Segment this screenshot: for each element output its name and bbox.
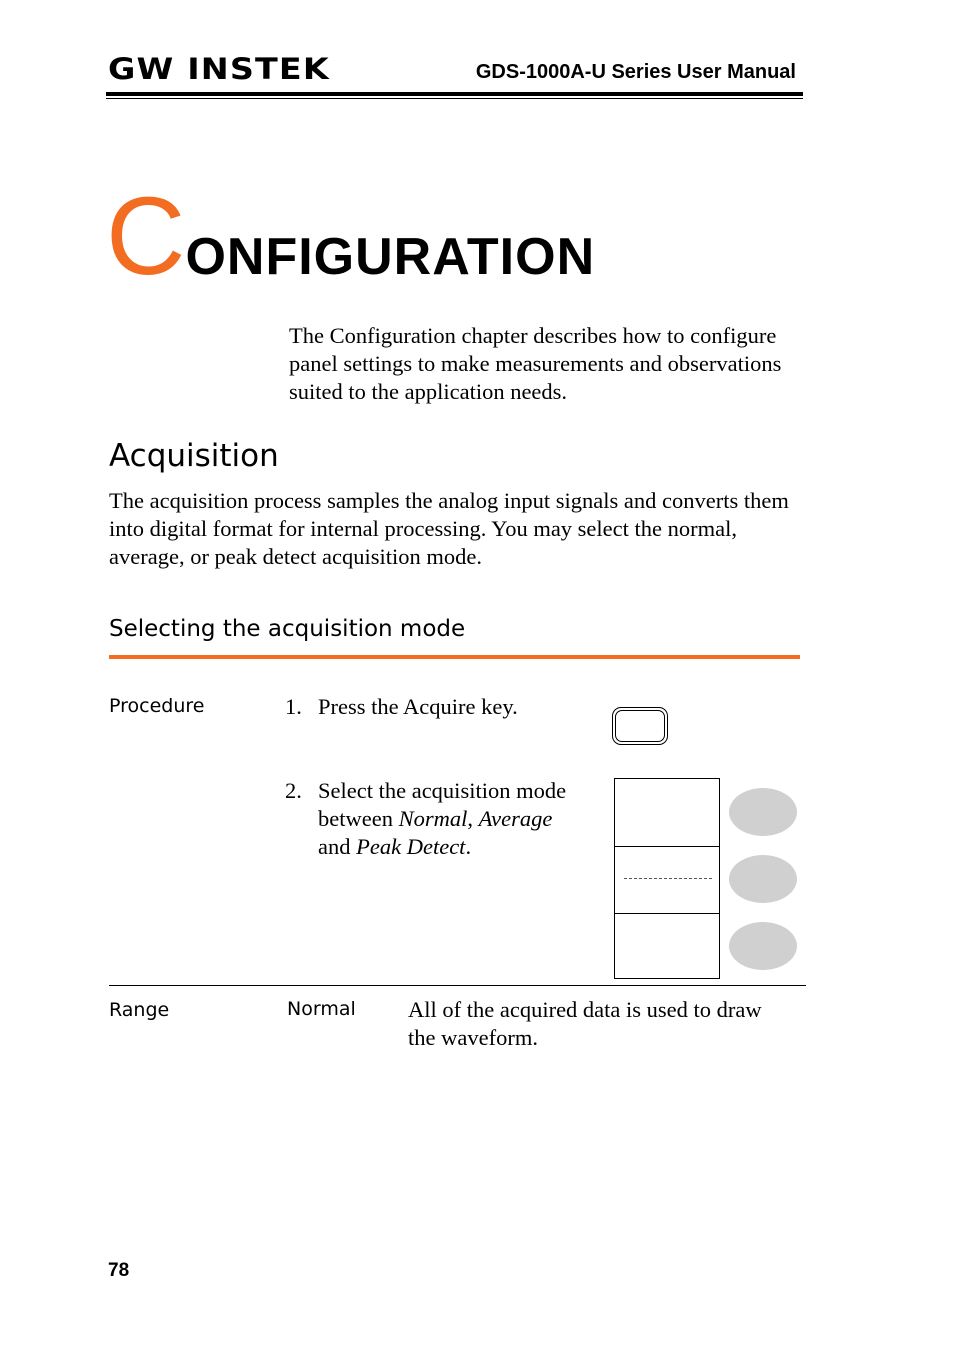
dashed-line bbox=[624, 878, 712, 879]
menu-cell-normal bbox=[615, 779, 719, 846]
subsection-title: Selecting the acquisition mode bbox=[109, 616, 466, 642]
brand-logo: GW INSTEK bbox=[108, 52, 330, 86]
header-rule-thin bbox=[106, 98, 803, 99]
softkey-2-icon bbox=[729, 855, 797, 903]
chapter-initial: C bbox=[106, 175, 186, 298]
step-2-pre: Select the acquisition mode between bbox=[318, 778, 567, 831]
chapter-intro: The Configuration chapter describes how to configure panel settings to make measurements and observations suited to the application needs. bbox=[289, 323, 782, 404]
page-number: 78 bbox=[108, 1260, 130, 1281]
range-rule bbox=[109, 985, 806, 986]
softkey-3-icon bbox=[729, 922, 797, 970]
step-2-comma: , bbox=[467, 806, 479, 831]
mode-normal: Normal bbox=[398, 806, 468, 831]
step-2-text bbox=[318, 777, 603, 861]
acquire-key-icon bbox=[612, 707, 668, 745]
section-description: The acquisition process samples the analog input signals and converts them into digital format for internal processing. You may select the normal, average, or peak detect acquisition mode. bbox=[109, 488, 789, 569]
step-2-end: . bbox=[465, 834, 472, 859]
step-1-text: Press the Acquire key. bbox=[318, 694, 518, 719]
manual-title: GDS-1000A-U Series User Manual bbox=[475, 61, 796, 83]
mode-peak-detect: Peak Detect bbox=[356, 834, 466, 859]
step-2-number: 2. bbox=[285, 778, 302, 803]
chapter-title-rest: ONFIGURATION bbox=[185, 228, 596, 286]
range-description: All of the acquired data is used to draw the waveform. bbox=[408, 997, 762, 1050]
section-title: Acquisition bbox=[109, 438, 279, 474]
procedure-label: Procedure bbox=[109, 695, 205, 717]
chapter-title bbox=[106, 175, 596, 298]
mode-average: Average bbox=[478, 806, 553, 831]
range-label: Range bbox=[109, 999, 170, 1021]
menu-cell-peak-detect bbox=[615, 914, 719, 978]
subsection-rule bbox=[109, 655, 800, 659]
step-2-and: and bbox=[318, 834, 357, 859]
menu-cell-average bbox=[615, 847, 719, 913]
acquire-menu-panel bbox=[614, 778, 720, 979]
softkey-1-icon bbox=[729, 788, 797, 836]
range-mode: Normal bbox=[287, 998, 356, 1020]
step-1-number: 1. bbox=[285, 694, 302, 719]
header-rule bbox=[106, 92, 803, 96]
